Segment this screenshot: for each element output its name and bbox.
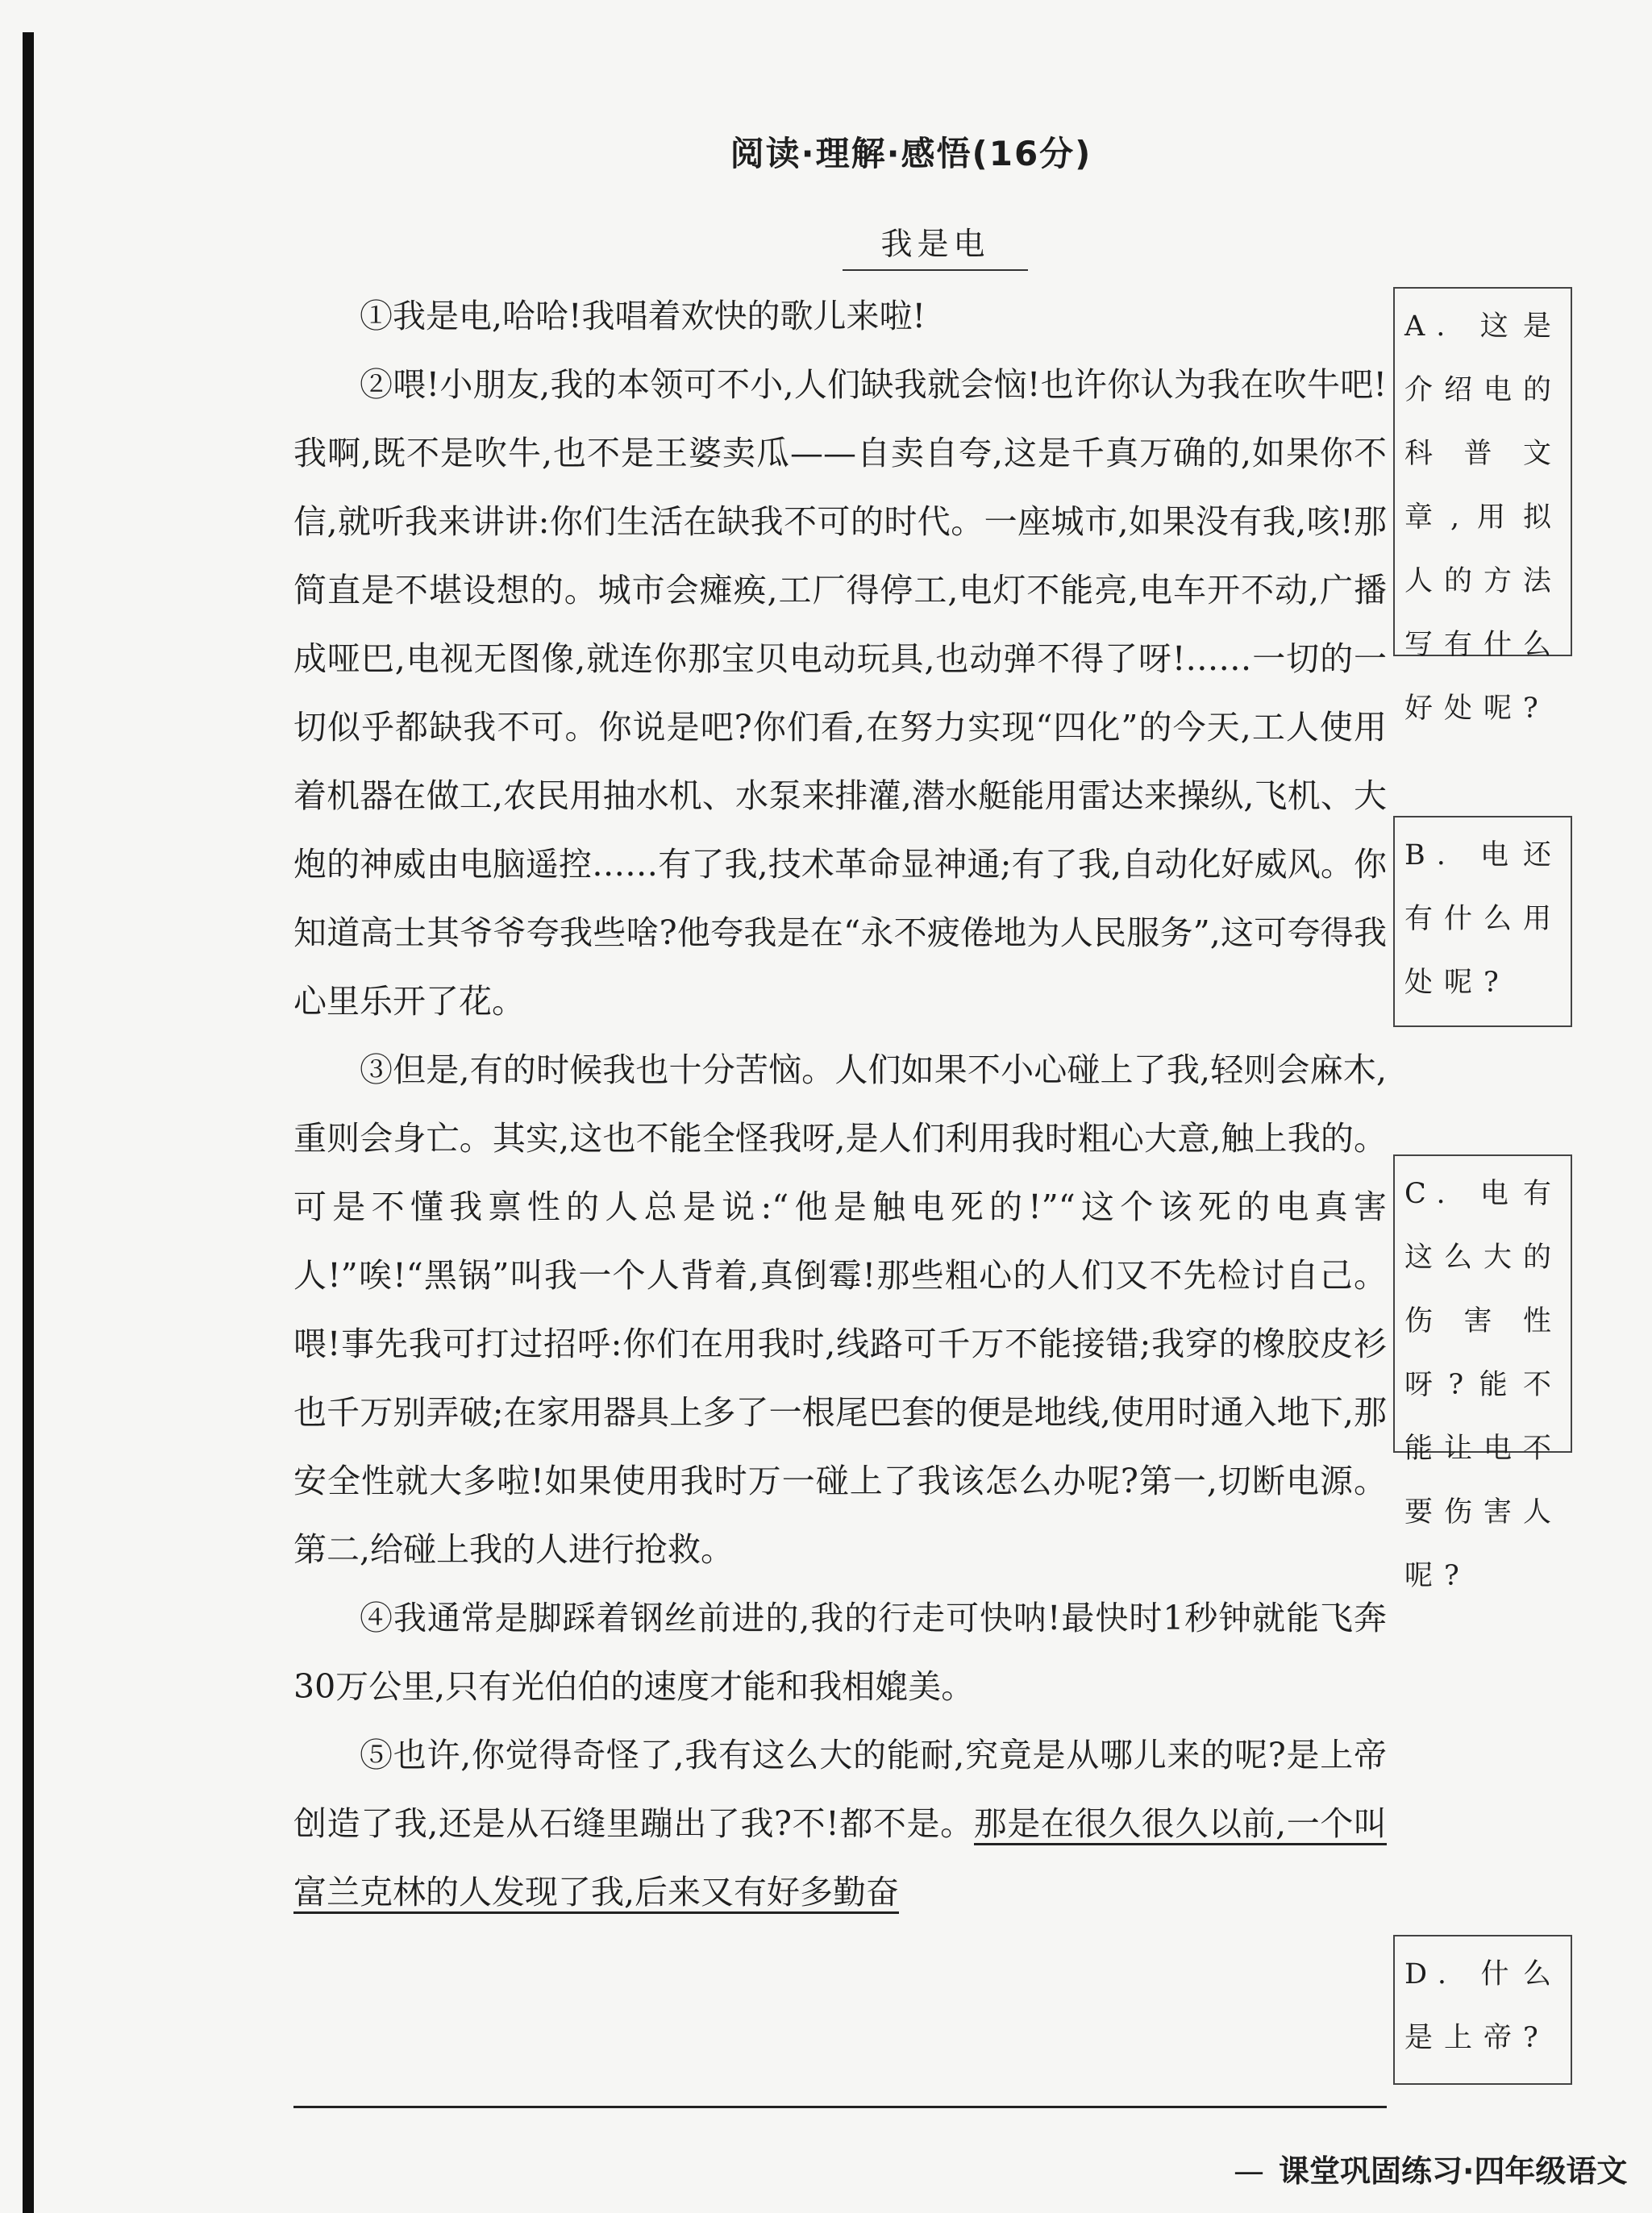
footer-text: 课堂巩固练习·四年级语文 xyxy=(1279,2153,1628,2189)
annotation-box-c: C. 电有这么大的伤害性呀?能不能让电不要伤害人呢? xyxy=(1393,1154,1572,1453)
paragraph-5 xyxy=(293,1721,1387,1927)
section-title: 阅读·理解·感悟(16分) xyxy=(730,134,1092,173)
footer-divider xyxy=(293,2106,1387,2108)
footer-dash: — xyxy=(1234,2153,1264,2189)
article-body xyxy=(293,282,1387,1927)
annotation-box-a: A. 这是介绍电的科普文章,用拟人的方法写有什么好处呢? xyxy=(1393,287,1572,656)
paragraph-4: ④我通常是脚踩着钢丝前进的,我的行走可快呐!最快时1秒钟就能飞奔30万公里,只有光伯伯的速度才能和我相媲美。 xyxy=(293,1599,1387,1706)
paragraph-3: ③但是,有的时候我也十分苦恼。人们如果不小心碰上了我,轻则会麻木,重则会身亡。其实,这也不能全怪我呀,是人们利用我时粗心大意,触上我的。可是不懂我禀性的人总是说:“他是触电死的!”“这个该死的电真害人!”唉!“黑锅”叫我一个人背着,真倒霉!那些粗心的人们又不先检讨自己。喂!事先我可打过招呼:你们在用我时,线路可千万不能接错;我穿的橡胶皮衫也千万别弄破;在家用器具上多了一根尾巴套的便是地线,使用时通入地下,那安全性就大多啦!如果使用我时万一碰上了我该怎么办呢?第一,切断电源。第二,给碰上我的人进行抢救。 xyxy=(293,1050,1387,1569)
paragraph-5-text: ⑤也许,你觉得奇怪了,我有这么大的能耐,究竟是从哪儿来的呢?是上帝创造了我,还是从石缝里蹦出了我?不!都不是。 xyxy=(293,1736,1387,1843)
page-binding-edge xyxy=(23,32,34,2213)
paragraph-2: ②喂!小朋友,我的本领可不小,人们缺我就会恼!也许你认为我在吹牛吧!我啊,既不是吹牛,也不是王婆卖瓜——自卖自夸,这是千真万确的,如果你不信,就听我来讲讲:你们生活在缺我不可的时代。一座城市,如果没有我,咳!那简直是不堪设想的。城市会瘫痪,工厂得停工,电灯不能亮,电车开不动,广播成哑巴,电视无图像,就连你那宝贝电动玩具,也动弹不得了呀!……一切的一切似乎都缺我不可。你说是吧?你们看,在努力实现“四化”的今天,工人使用着机器在做工,农民用抽水机、水泵来排灌,潜水艇能用雷达来操纵,飞机、大炮的神威由电脑遥控……有了我,技术革命显神通;有了我,自动化好威风。你知道高士其爷爷夸我些啥?他夸我是在“永不疲倦地为人民服务”,这可夸得我心里乐开了花。 xyxy=(293,365,1387,1021)
page-footer xyxy=(1234,2146,1652,2190)
annotation-box-b: B. 电还有什么用处呢? xyxy=(1393,816,1572,1027)
article-title: 我是电 xyxy=(843,219,1028,271)
paragraph-1: ①我是电,哈哈!我唱着欢快的歌儿来啦! xyxy=(360,297,926,335)
underlined-sentence: 那是在很久很久以前,一个叫富兰克林的人发现了我,后来又有好多勤奋 xyxy=(293,1804,1387,1914)
annotation-box-d: D. 什么是上帝? xyxy=(1393,1935,1572,2085)
